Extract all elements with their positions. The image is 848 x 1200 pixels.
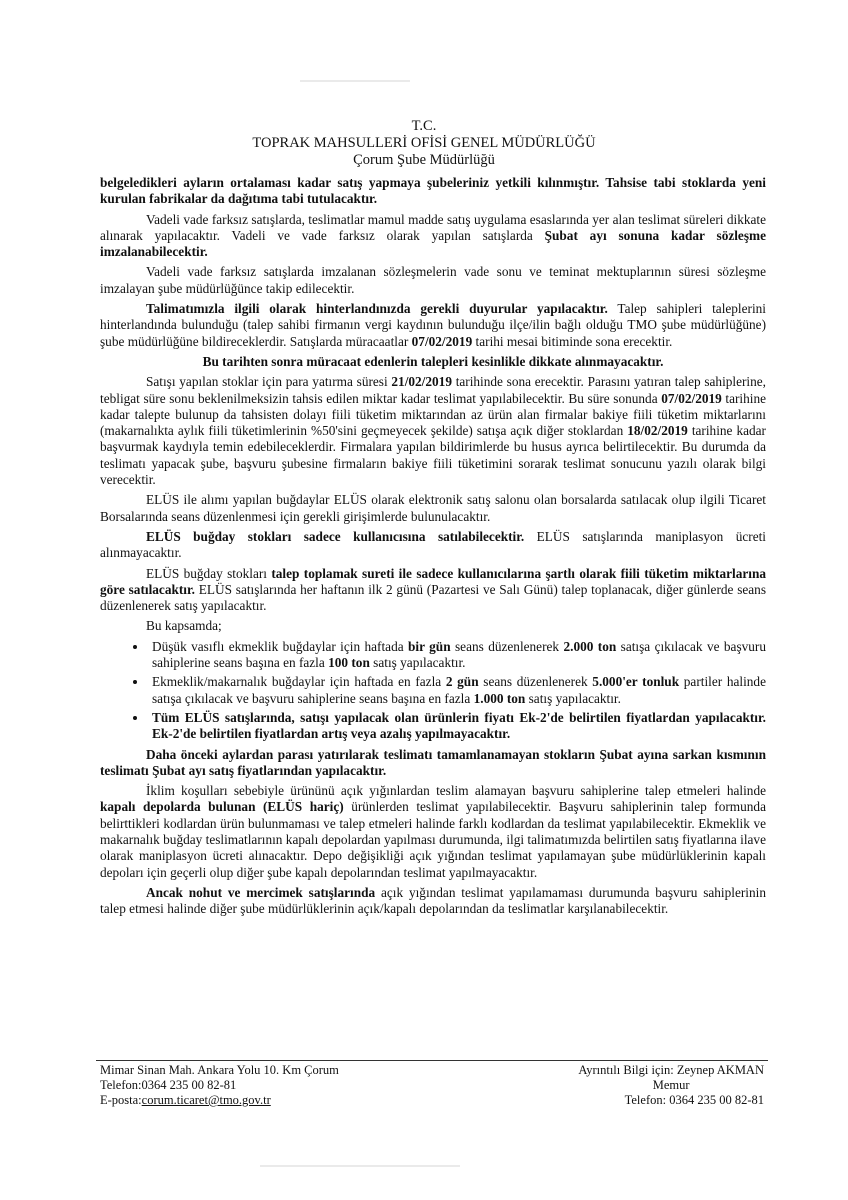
bold-text: kapalı depolarda bulunan (ELÜS hariç) (100, 799, 344, 815)
bold-text: ELÜS buğday stokları sadece kullanıcısına satılabilecektir. (146, 528, 525, 544)
header-branch: Çorum Şube Müdürlüğü (353, 152, 495, 168)
list-item (148, 639, 766, 672)
list-item (148, 674, 766, 707)
text: Talep sahipleri taleplerini hinterlandında bulunduğu (talep sahibi firmanın vergi kaydının bulunduğu ilçe/ilin bağlı olduğu TMO şube müdürlüğüne) şube müdürlüğüne bildireceklerdir. Satışlarda müracaatlar (100, 301, 766, 349)
bold-text: Bu tarihten sonra müracaat edenlerin talepleri kesinlikle dikkate alınmayacaktır. (202, 353, 664, 369)
paragraph (100, 301, 766, 350)
text: İklim koşulları sebebiyle ürününü açık yığınlardan teslim alamayan başvuru sahiplerine talep etmeleri halinde (146, 783, 766, 799)
paragraph (100, 175, 766, 208)
document-body (100, 175, 766, 921)
bold-text: 5.000'er tonluk (592, 674, 680, 690)
text: Düşük vasıflı ekmeklik buğdaylar için haftada (152, 638, 409, 654)
footer-contact-phone: Telefon: 0364 235 00 82-81 (624, 1093, 764, 1107)
bold-text: 1.000 ton (473, 690, 526, 706)
paragraph: Vadeli vade farksız satışlarda imzalanan sözleşmelerin vade sonu ve teminat mektuplarının süresi sözleşme imzalayan şube müdürlüğünce takip edilecektir. (100, 264, 766, 296)
paragraph: ELÜS ile alımı yapılan buğdaylar ELÜS olarak elektronik satış salonu olan borsalarda satılacak olup ilgili Ticaret Borsalarında seans düzenlenmesi için gerekli girişimlerde bulunulacaktır. (100, 492, 766, 524)
footer-address: Mimar Sinan Mah. Ankara Yolu 10. Km Çorum (100, 1063, 339, 1077)
footer-info: Ayrıntılı Bilgi için: Zeynep AKMAN (578, 1063, 764, 1077)
date-text: 07/02/2019 (411, 333, 473, 349)
bold-text: Ancak nohut ve mercimek satışlarında (146, 884, 376, 900)
text: Vadeli vade farksız satışlarda, teslimatlar mamul madde satış uygulama esaslarında yer alan teslimat süreleri dikkate alınarak yapılacaktır. Vadeli ve vade farksız olarak yapılan satışlarda (100, 211, 766, 243)
text: satış yapılacaktır. (369, 655, 466, 671)
bold-text: Tüm ELÜS satışlarında, satışı yapılacak olan ürünlerin fiyatı Ek-2'de belirtilen fiyatlardan yapılacaktır. Ek-2'de belirtilen fiyatlardan artış veya azalış yapılmayacaktır. (152, 709, 766, 742)
text: Satışı yapılan stoklar için para yatırma süresi (146, 374, 392, 390)
scan-mark (300, 80, 410, 82)
email-link[interactable]: corum.ticaret@tmo.gov.tr (141, 1093, 271, 1107)
list-item (148, 710, 766, 743)
scan-mark (260, 1165, 460, 1167)
paragraph (100, 566, 766, 615)
bold-text: belgeledikleri ayların ortalaması kadar satış yapmaya şubeleriniz yetkili kılınmıştır. Tahsise tabi stoklarda yeni kurulan fabrikalar da dağıtıma tabi tutulacaktır. (100, 175, 766, 207)
footer-contact-title: Memur (652, 1078, 690, 1092)
paragraph (100, 374, 766, 488)
bold-text: Şubat ayı sonuna kadar sözleşme imzalanabilecektir. (100, 227, 766, 260)
bold-text: 100 ton (328, 655, 370, 671)
paragraph: Bu kapsamda; (146, 618, 222, 634)
paragraph (100, 354, 766, 370)
text: tarihine kadar başvurmak kaydıyla temin edebileceklerdir. Firmalara yapılan bildirimlerde bu husus ayrıca belirtilecektir. Bu durumda da teslimatı yapacak şube, başvuru şubesine firmaların bakiye fiili tüketimini sorarak teslimat sonucunu yazılı olarak bilgi verecektir. (100, 423, 766, 488)
text: tarihinde sona erecektir. Parasını yatıran talep sahiplerine, tebligat süre sonu beklenilmeksizin tahsis edilen miktar kadar teslimat yapılabilecektir. Bu süre sonunda (100, 374, 766, 406)
text: partiler halinde satışa çıkılacak ve başvuru sahiplerine seans başına en fazla (152, 674, 766, 706)
bold-text: 2 gün (445, 674, 479, 690)
text: Ekmeklik/makarnalık buğdaylar için haftada en fazla (152, 674, 446, 690)
text: seans düzenlenerek (450, 638, 564, 654)
paragraph (100, 212, 766, 261)
footer-email-label: E-posta: (100, 1093, 142, 1107)
footer-address-block (100, 1063, 339, 1108)
bold-text: talep toplamak sureti ile sadece kullanıcılarına şartlı olarak fiili tüketim miktarlarına göre satılacaktır. (100, 565, 766, 597)
header-organization: TOPRAK MAHSULLERİ OFİSİ GENEL MÜDÜRLÜĞÜ (252, 135, 596, 151)
paragraph (100, 783, 766, 881)
footer-phone: Telefon:0364 235 00 82-81 (100, 1078, 237, 1092)
date-text: 07/02/2019 (661, 390, 722, 406)
footer-email-line (100, 1093, 339, 1108)
text: ürünlerden teslimat yapılabilecektir. Başvuru sahiplerinin talep formunda belirttikleri kodlardan ürün bulunmaması ve talep etmeleri halinde farklı kodlardan da teslimat yapılabilecektir. Ekmeklik ve makarnalık buğday teslimatlarının kapalı depolardan yapılması durumunda, ilgi talimatımızda belirtilen satış fiyatlarına ilave olarak maniplasyon ücreti alınacaktır. Depo değişikliği açık yığından teslimat yapılamayan şube müdürlüklerinin kapalı depoları için geçerli olup diğer şube kapalı depolarından teslimat yapılmayacaktır. (100, 799, 766, 880)
text: ELÜS satışlarında her haftanın ilk 2 günü (Pazartesi ve Salı Günü) talep toplanacak, diğer günlerde seans düzenlenerek satış yapılacaktır. (100, 581, 767, 614)
paragraph (100, 529, 766, 562)
paragraph (100, 747, 766, 780)
footer-contact-block (578, 1063, 764, 1108)
text: ELÜS satışlarında maniplasyon ücreti alınmayacaktır. (100, 528, 766, 561)
text: tarihi mesai bitiminde sona erecektir. (472, 333, 673, 349)
text: tarihine kadar talepte bulunup da tahsisten dolayı fiili tüketim miktarından az ürün alan firmalar bakiye fiili tüketim miktarlarını (makarnalıkta aylık fiili tüketimlerinin %50'sini geçmeyecek şekilde) satışa açık diğer stoklardan (100, 390, 767, 439)
bold-text: 2.000 ton (563, 638, 617, 654)
bold-text: bir gün (408, 638, 451, 654)
footer-divider (96, 1060, 768, 1061)
text: ELÜS buğday stokları (146, 565, 272, 581)
date-text: 18/02/2019 (627, 423, 688, 439)
date-text: 21/02/2019 (391, 374, 452, 390)
header-country: T.C. (411, 118, 437, 134)
text: satış yapılacaktır. (525, 690, 621, 706)
text: seans düzenlenerek (478, 674, 593, 690)
bold-text: Daha önceki aylardan parası yatırılarak teslimatı tamamlanamayan stokların Şubat ayına sarkan kısmının teslimatı Şubat ayı satış fiyatlarından yapılacaktır. (100, 746, 766, 778)
text: açık yığından teslimat yapılamaması durumunda başvuru sahiplerinin talep etmesi halinde diğer şube müdürlüklerinin açık/kapalı depolarından da teslimatlar karşılanabilecektir. (100, 884, 766, 917)
text: satışa çıkılacak ve başvuru sahiplerine seans başına en fazla (152, 638, 766, 671)
paragraph (100, 885, 766, 918)
document-header (0, 118, 848, 169)
bullet-list (100, 639, 766, 743)
bold-text: Talimatımızla ilgili olarak hinterlandınızda gerekli duyurular yapılacaktır. (146, 301, 608, 317)
